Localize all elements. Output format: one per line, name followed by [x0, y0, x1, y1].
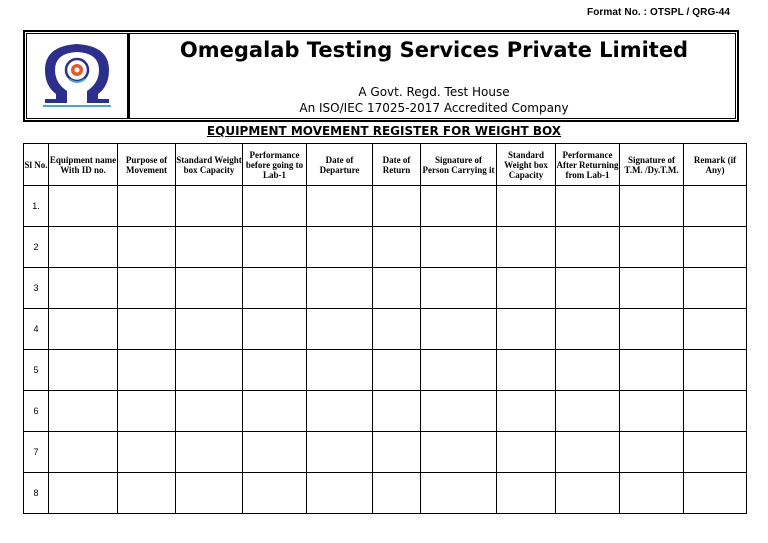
table-cell[interactable]: [497, 186, 556, 227]
table-cell[interactable]: [307, 268, 373, 309]
row-serial-number: 7: [24, 432, 49, 473]
table-cell[interactable]: [421, 473, 497, 514]
table-cell[interactable]: [556, 186, 620, 227]
table-cell[interactable]: [556, 350, 620, 391]
table-cell[interactable]: [684, 309, 747, 350]
table-cell[interactable]: [497, 473, 556, 514]
table-cell[interactable]: [556, 309, 620, 350]
table-cell[interactable]: [176, 391, 243, 432]
header-sl-no: Sl No.: [24, 144, 49, 186]
row-serial-number: 2: [24, 227, 49, 268]
table-row: [24, 186, 747, 227]
table-cell[interactable]: [118, 350, 176, 391]
table-cell[interactable]: [373, 473, 421, 514]
table-cell[interactable]: [307, 473, 373, 514]
omega-logo-icon: [39, 39, 115, 111]
table-cell[interactable]: [373, 268, 421, 309]
table-cell[interactable]: [684, 268, 747, 309]
table-row: [24, 309, 747, 350]
table-cell[interactable]: [620, 473, 684, 514]
header-purpose: Purpose of Movement: [118, 144, 176, 186]
table-cell[interactable]: [118, 432, 176, 473]
table-cell[interactable]: [176, 350, 243, 391]
table-cell[interactable]: [118, 186, 176, 227]
table-cell[interactable]: [307, 227, 373, 268]
table-cell[interactable]: [49, 391, 118, 432]
table-cell[interactable]: [497, 309, 556, 350]
table-cell[interactable]: [497, 432, 556, 473]
table-row: [24, 391, 747, 432]
table-cell[interactable]: [684, 391, 747, 432]
table-cell[interactable]: [118, 227, 176, 268]
register-title: EQUIPMENT MOVEMENT REGISTER FOR WEIGHT BOX: [206, 124, 562, 138]
table-cell[interactable]: [421, 432, 497, 473]
table-cell[interactable]: [620, 268, 684, 309]
header-date-departure: Date of Departure: [307, 144, 373, 186]
table-row: [24, 473, 747, 514]
company-name: Omegalab Testing Services Private Limited: [179, 38, 689, 62]
company-accreditation: An ISO/IEC 17025-2017 Accredited Company: [299, 101, 569, 115]
table-cell[interactable]: [684, 227, 747, 268]
table-cell[interactable]: [307, 309, 373, 350]
table-cell[interactable]: [307, 350, 373, 391]
table-cell[interactable]: [373, 350, 421, 391]
table-cell[interactable]: [118, 391, 176, 432]
row-serial-number: 5: [24, 350, 49, 391]
table-cell[interactable]: [684, 186, 747, 227]
table-cell[interactable]: [243, 350, 307, 391]
header-performance-before: Performance before going to Lab-1: [243, 144, 307, 186]
table-cell[interactable]: [421, 350, 497, 391]
table-cell[interactable]: [243, 186, 307, 227]
table-cell[interactable]: [497, 350, 556, 391]
table-body: [24, 186, 747, 514]
row-serial-number: 4: [24, 309, 49, 350]
table-cell[interactable]: [373, 186, 421, 227]
company-header: [23, 30, 739, 122]
table-cell[interactable]: [49, 432, 118, 473]
table-cell[interactable]: [176, 227, 243, 268]
header-remark: Remark (if Any): [684, 144, 747, 186]
table-row: [24, 268, 747, 309]
table-cell[interactable]: [307, 432, 373, 473]
table-cell[interactable]: [243, 309, 307, 350]
table-cell[interactable]: [497, 391, 556, 432]
table-cell[interactable]: [118, 309, 176, 350]
table-cell[interactable]: [421, 391, 497, 432]
header-signature-tm: Signature of T.M. /Dy.T.M.: [620, 144, 684, 186]
table-cell[interactable]: [684, 350, 747, 391]
table-cell[interactable]: [620, 350, 684, 391]
table-cell[interactable]: [176, 473, 243, 514]
table-cell[interactable]: [307, 186, 373, 227]
table-cell[interactable]: [373, 227, 421, 268]
table-cell[interactable]: [373, 391, 421, 432]
table-row: [24, 350, 747, 391]
table-cell[interactable]: [620, 432, 684, 473]
table-cell[interactable]: [49, 186, 118, 227]
table-cell[interactable]: [243, 432, 307, 473]
row-serial-number: 6: [24, 391, 49, 432]
table-cell[interactable]: [243, 268, 307, 309]
movement-register-table: [23, 143, 747, 514]
table-row: [24, 227, 747, 268]
table-cell[interactable]: [49, 350, 118, 391]
table-cell[interactable]: [556, 473, 620, 514]
table-cell[interactable]: [118, 473, 176, 514]
header-divider: [129, 34, 130, 118]
company-registration: A Govt. Regd. Test House: [358, 85, 510, 99]
table-cell[interactable]: [684, 473, 747, 514]
table-cell[interactable]: [421, 268, 497, 309]
table-cell[interactable]: [176, 432, 243, 473]
table-header-row: [24, 144, 747, 186]
table-cell[interactable]: [556, 227, 620, 268]
table-cell[interactable]: [49, 227, 118, 268]
table-cell[interactable]: [684, 432, 747, 473]
table-cell[interactable]: [373, 432, 421, 473]
table-row: [24, 432, 747, 473]
table-cell[interactable]: [243, 473, 307, 514]
table-cell[interactable]: [49, 309, 118, 350]
row-serial-number: 1.: [24, 186, 49, 227]
header-performance-after: Performance After Returning from Lab-1: [556, 144, 620, 186]
table-cell[interactable]: [556, 268, 620, 309]
header-weight-box-capacity-return: Standard Weight box Capacity: [497, 144, 556, 186]
table-cell[interactable]: [307, 391, 373, 432]
header-date-return: Date of Return: [373, 144, 421, 186]
table-cell[interactable]: [556, 391, 620, 432]
logo-cell: [27, 34, 129, 118]
header-equipment-name: Equipment name With ID no.: [49, 144, 118, 186]
table-cell[interactable]: [176, 268, 243, 309]
format-number: Format No. : OTSPL / QRG-44: [587, 7, 731, 18]
table-cell[interactable]: [556, 432, 620, 473]
table-cell[interactable]: [176, 309, 243, 350]
table-cell[interactable]: [421, 309, 497, 350]
table-cell[interactable]: [176, 186, 243, 227]
table-cell[interactable]: [620, 391, 684, 432]
table-cell[interactable]: [421, 186, 497, 227]
table-cell[interactable]: [620, 186, 684, 227]
row-serial-number: 3: [24, 268, 49, 309]
row-serial-number: 8: [24, 473, 49, 514]
table-cell[interactable]: [421, 227, 497, 268]
table-cell[interactable]: [243, 391, 307, 432]
table-cell[interactable]: [620, 309, 684, 350]
table-cell[interactable]: [49, 268, 118, 309]
table-cell[interactable]: [49, 473, 118, 514]
table-cell[interactable]: [373, 309, 421, 350]
table-cell[interactable]: [497, 227, 556, 268]
header-weight-box-capacity: Standard Weight box Capacity: [176, 144, 243, 186]
table-cell[interactable]: [243, 227, 307, 268]
table-cell[interactable]: [497, 268, 556, 309]
header-signature-carrier: Signature of Person Carrying it: [421, 144, 497, 186]
table-cell[interactable]: [620, 227, 684, 268]
table-cell[interactable]: [118, 268, 176, 309]
